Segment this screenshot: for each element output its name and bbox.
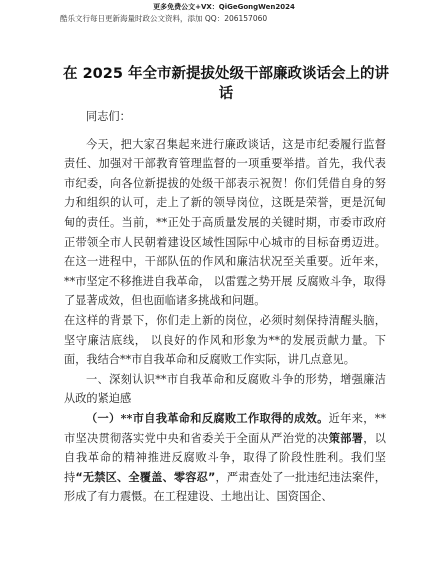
header-note: 酷乐文行每日更新海量时政公文资料，添加 QQ：206157060 [60,14,268,23]
paragraph-1: 今天，把大家召集起来进行廉政谈话，这是市纪委履行监督责任、加强对干部教育管理监督的一项重要举措。首先，我代表市纪委，向各位新提拔的处级干部表示祝贺！你们凭借自身的努力和组织的认可，走上了新的领导岗位，这既是荣誉，更是沉甸甸的责任。当前，**正处于高质量发展的关键时期，市委市政府正带领全市人民朝着建设区域性国际中心城市的目标奋勇迈进。在这一进程中，干部队伍的作风和廉洁状况至关重要。近年来，**市坚定不移推进自我革命， 以雷霆之势开展 反腐败斗争，取得了显著成效，但也面临诸多挑战和问题。 [64,137,386,308]
document-body [64,107,386,507]
subsection-1-lead: 近年来 [328,411,364,425]
subsection-1-text-a: ，**市坚决贯彻落实党中央和省委关于全面从严治党的决 [64,411,386,445]
subsection-1-text-c: ，严肃查处了一批违纪违法案件，形成了有力震慑。在工程建设、土地出让、国资国企、 [64,470,386,504]
subsection-1-bold-b: “无禁区、全覆盖、零容忍” [75,470,216,484]
paragraph-2: 在这样的背景下，你们走上新的岗位，必须时刻保持清醒头脑，坚守廉洁底线， 以良好的作风和形象为**的发展贡献力量。下面，我结合**市自我革命和反腐败工作实际，讲几点意见。 [64,313,386,367]
subsection-1-heading: （一）**市自我革命和反腐败工作取得的成效。 [86,410,329,425]
subsection-1 [64,409,386,507]
download-banner: 更多免费公文+VX：QiGeGongWen2024 [153,3,295,11]
subsection-1-text-b: ，以自我革命的精神推进反腐败斗争，取得了阶段性胜利。我们坚持 [64,431,386,484]
section-heading-1: 一、深刻认识**市自我革命和反腐败斗争的形势，增强廉洁从政的紧迫感 [64,372,386,406]
subsection-1-bold-a: 策部署 [328,430,364,445]
document-title: 在 2025 年全市新提拔处级干部廉政谈话会上的讲话 [63,66,389,102]
salutation: 同志们： [86,110,131,123]
